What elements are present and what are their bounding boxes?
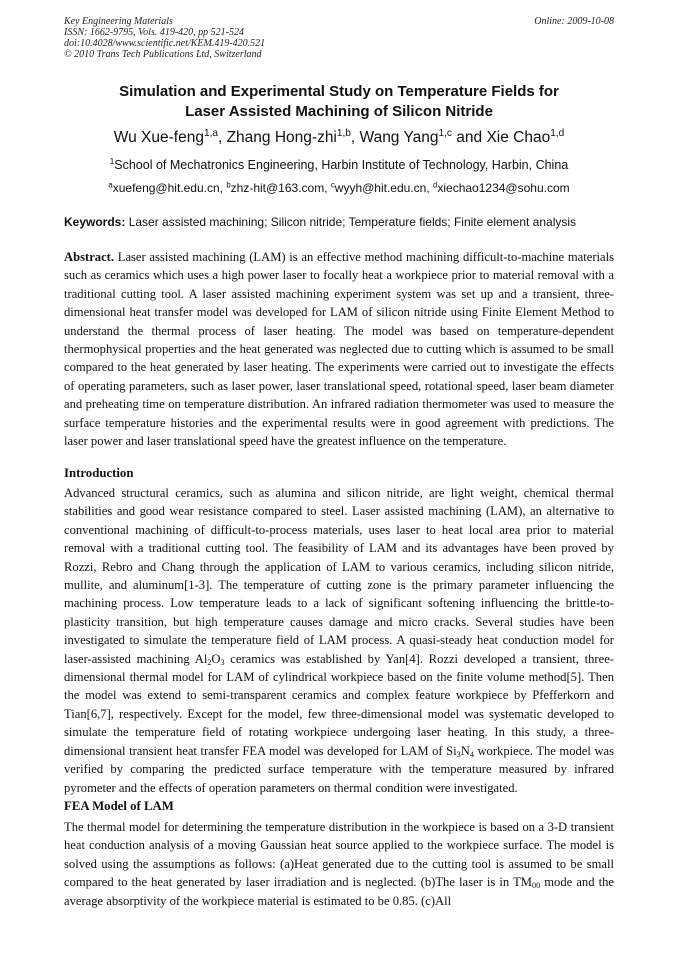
email-superscript: a	[108, 180, 113, 190]
subscript: 3	[220, 657, 225, 667]
fea-paragraph	[64, 818, 614, 910]
introduction-text-part: Advanced structural ceramics, such as alumina and silicon nitride, are light weight, chemical thermal stabilities and good wear resistance compared to steel. Laser assisted machining (LAM), an alternative to conventional machining of difficult-to-process materials, uses laser to heat local area prior to material removal with a traditional cutting tool. The feasibility of LAM and its advantages have been proved by Rozzi, Rebro and Chang through the application of LAM to various ceramics, including silicon nitride, mullite, and aluminum[1-3]. The temperature of cutting zone is the primary parameter influencing the machining process. Low temperature leads to a lack of significant softening influencing the brittle-to-plasticity transition, but high temperature causes damage and micro cracks. Several studies have been investigated to simulate the temperature field of LAM process. A quasi-steady heat conduction model for laser-assisted machining Al	[64, 486, 614, 666]
author-separator: ,	[217, 129, 227, 146]
subscript: 00	[531, 881, 541, 891]
abstract	[64, 248, 614, 450]
paper-title	[40, 82, 638, 122]
journal-header	[64, 16, 614, 60]
author-name: Wang Yang	[359, 129, 439, 146]
author-superscript: 1,d	[550, 127, 565, 139]
affiliation-superscript: 1	[109, 157, 115, 167]
email-superscript: b	[226, 180, 231, 190]
fea-text-part: The thermal model for determining the temperature distribution in the workpiece is based on a 3-D transient heat conduction analysis of a moving Gaussian heat source applied to the workpiece surface. The model is solved using the assumptions as follows: (a)Heat generated due to the cutting tool is assumed to be small compared to the heat generated by laser irradiation and is neglected. (b)The laser is in TM	[64, 820, 614, 890]
formula-letter: N	[460, 743, 470, 758]
author-separator: ,	[350, 129, 360, 146]
subscript: 2	[207, 657, 212, 667]
fea-text-part: mode and the average absorptivity of the workpiece material is estimated to be 0.85. (c)All	[64, 875, 615, 908]
email-link[interactable]: xuefeng@hit.edu.cn,	[112, 181, 227, 195]
abstract-text: Laser assisted machining (LAM) is an effective method machining difficult-to-machine materials such as ceramics which uses a high power laser to focally heat a workpiece prior to material removal with a traditional cutting tool. A laser assisted machining experiment system was set up and a transient, three-dimensional heat transfer model was developed for LAM of silicon nitride using Finite Element Method to understand the thermal process of laser heating. The model was based on temperature-dependent thermophysical properties and the heat generated was neglected due to cutting which is assumed to be small compared to the heat generated by laser heating. The experiments were carried out to investigate the effects of operating parameters, such as laser power, laser translational speed, rotational speed, laser beam diameter and preheating time on temperature distribution. An infrared radiation thermometer was used to measure the surface temperature histories and the experimental results were in good agreement with predictions. The laser power and laser translational speed have the greatest influence on the temperature.	[64, 250, 614, 449]
affiliation	[30, 157, 648, 173]
copyright-line: © 2010 Trans Tech Publications Ltd, Switzerland	[64, 49, 262, 60]
email-link[interactable]: wyyh@hit.edu.cn,	[334, 181, 434, 195]
author-name: Zhang Hong-zhi	[226, 129, 337, 146]
title-line-2: Laser Assisted Machining of Silicon Nitride	[185, 103, 493, 120]
email-list	[30, 180, 648, 196]
introduction-paragraph	[64, 484, 614, 797]
author-name: Xie Chao	[486, 129, 551, 146]
formula-letter: O	[211, 651, 221, 666]
email-link[interactable]: zhz-hit@163.com,	[230, 181, 331, 195]
doi-line: doi:10.4028/www.scientific.net/KEM.419-420.521	[64, 38, 266, 49]
title-line-1: Simulation and Experimental Study on Temperature Fields for	[119, 83, 559, 100]
affiliation-text: School of Mechatronics Engineering, Harbin Institute of Technology, Harbin, China	[114, 158, 569, 172]
author-name: Wu Xue-feng	[113, 129, 204, 146]
issn-line: ISSN: 1662-9795, Vols. 419-420, pp 521-524	[64, 27, 244, 38]
introduction-text-part: ceramics was established by Yan[4]. Rozzi developed a transient, three-dimensional thermal model for LAM of cylindrical workpiece based on the finite volume method[5]. Then the model was extend to semi-transparent ceramics and complex feature workpiece by Pfefferkorn and Tian[6,7], respectively. Except for the model, few three-dimensional model was systematic developed to simulate the temperature field of rotating workpiece undergoing laser heating. In this study, a three-dimensional transient heat transfer FEA model was developed for LAM of Si	[64, 651, 615, 758]
author-separator: and	[451, 129, 487, 146]
author-superscript: 1,c	[438, 127, 452, 139]
keywords-text: Laser assisted machining; Silicon nitride; Temperature fields; Finite element analysis	[128, 215, 577, 229]
journal-name: Key Engineering Materials	[64, 16, 173, 27]
keywords-label: Keywords:	[64, 215, 126, 229]
introduction-text-part: workpiece. The model was verified by comparing the predicted surface temperature with the temperature measured by infrared pyrometer and the effects of operation parameters on thermal condition were investigated.	[64, 743, 614, 795]
email-superscript: d	[433, 180, 438, 190]
email-link[interactable]: xiechao1234@sohu.com	[437, 181, 570, 195]
email-superscript: c	[330, 180, 335, 190]
introduction-heading: Introduction	[64, 466, 134, 480]
subscript: 4	[469, 749, 474, 759]
keywords	[64, 214, 624, 230]
author-superscript: 1,a	[203, 127, 218, 139]
author-list	[30, 128, 648, 148]
subscript: 3	[456, 749, 461, 759]
abstract-label: Abstract.	[64, 250, 115, 264]
author-superscript: 1,b	[336, 127, 351, 139]
fea-heading: FEA Model of LAM	[64, 799, 174, 813]
online-date: Online: 2009-10-08	[534, 16, 614, 27]
